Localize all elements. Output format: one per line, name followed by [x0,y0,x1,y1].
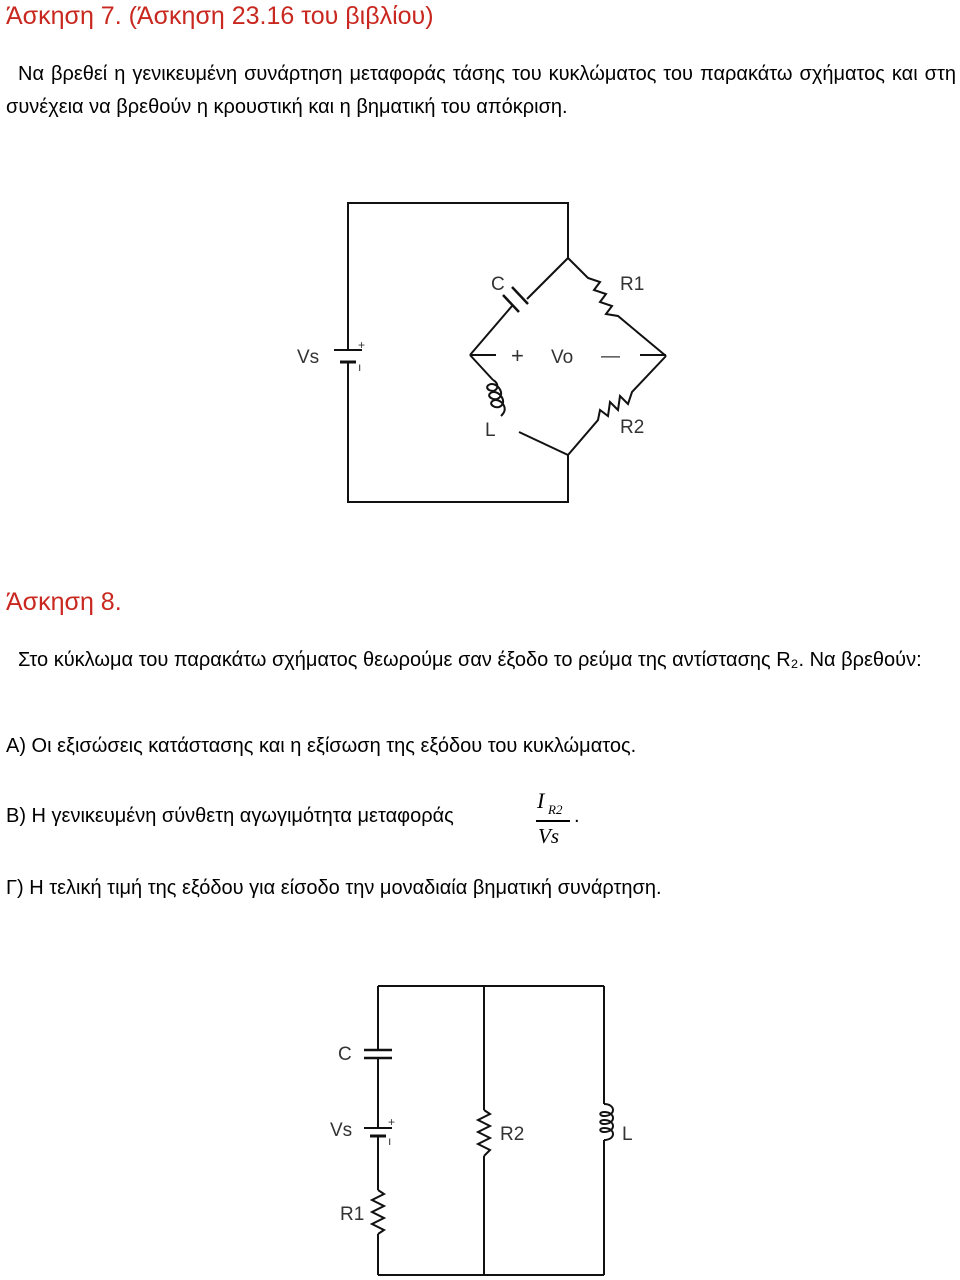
circuit-1-label-vo: Vo [551,347,574,368]
circuit-1-label-r2: R2 [620,417,645,438]
fraction-numerator-subscript: R2 [548,802,563,817]
circuit-1-wire-bottom [348,362,568,502]
circuit-1-resistor-r2 [568,356,666,455]
circuit-1-label-r1: R1 [620,274,645,295]
circuit-2-battery-minus: ı [388,1134,392,1148]
circuit-1-label-c: C [491,274,505,295]
fraction-bar [536,820,570,822]
circuit-1-resistor-r1 [568,258,666,356]
circuit-1-battery-plus: + [358,338,366,352]
circuit-2-label-r2: R2 [500,1124,525,1145]
circuit-1-vo-plus: + [511,343,524,368]
exercise-8-item-b: Β) Η γενικευμένη σύνθετη αγωγιμότητα μεταφοράς [6,805,454,827]
circuit-2-resistor-r2 [478,1110,490,1156]
fraction-denominator: Vs [538,824,559,848]
exercise-8-title: Άσκηση 8. [6,588,122,616]
circuit-1-wire-l-upper [470,355,493,380]
circuit-1-capacitor-plate-1 [503,295,519,312]
circuit-1-wire-l-lower [519,432,568,455]
circuit-2-label-l: L [622,1124,633,1145]
circuit-1-battery-minus: ı [358,360,362,374]
circuit-1-wire-c-upper [527,258,568,299]
circuit-1-label-l: L [485,420,496,441]
exercise-7-text: Να βρεθεί η γενικευμένη συνάρτηση μεταφοράς τάσης του κυκλώματος του παρακάτω σχήματος και στη συνέχεια να βρεθούν η κρουστική και η βηματική του απόκριση. [6,63,956,118]
circuit-1-capacitor-plate-2 [512,287,528,304]
circuit-1-label-vs: Vs [297,347,320,368]
fraction-numerator: I [537,788,545,813]
circuit-2-battery-plus: + [388,1115,396,1129]
circuit-2-inductor-l [600,1104,613,1140]
circuit-1-vo-minus: — [601,346,620,367]
exercise-8-item-a: Α) Οι εξισώσεις κατάστασης και η εξίσωση της εξόδου του κυκλώματος. [6,735,637,757]
exercise-7-title: Άσκηση 7. (Άσκηση 23.16 του βιβλίου) [6,2,434,30]
exercise-8-intro: Στο κύκλωμα του παρακάτω σχήματος θεωρούμε σαν έξοδο το ρεύμα της αντίστασης R₂. Να βρεθούν: [18,649,922,671]
circuit-1-inductor-l [487,380,505,416]
circuit-2-label-r1: R1 [340,1204,365,1225]
fraction-period: . [574,805,580,827]
circuit-2-label-c: C [338,1044,352,1065]
circuit-1-wire-top [348,203,568,350]
circuit-2-label-vs: Vs [330,1120,353,1141]
circuit-2-resistor-r1 [372,1190,384,1234]
circuit-1-wire-c-lower [470,306,512,355]
exercise-8-item-c: Γ) Η τελική τιμή της εξόδου για είσοδο την μοναδιαία βηματική συνάρτηση. [6,877,662,899]
circuit-1-diagram [0,0,960,560]
